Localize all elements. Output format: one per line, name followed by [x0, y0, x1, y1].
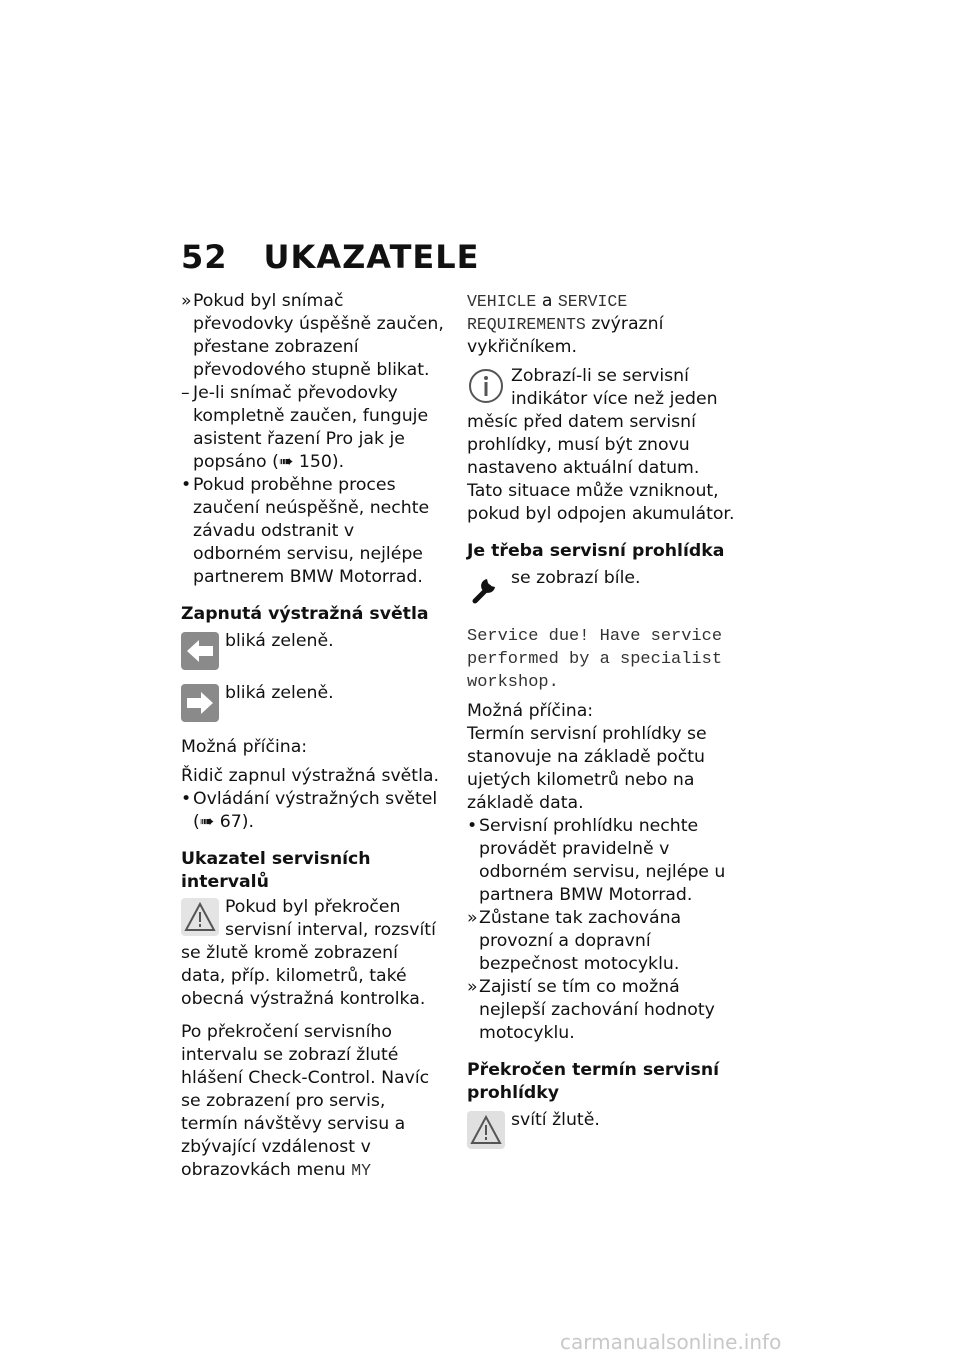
section-heading: Zapnutá výstražná světla	[181, 604, 429, 624]
section-heading: Ukazatel servisních intervalů	[181, 849, 371, 892]
info-note: Zobrazí-li se servisní indikátor více než jeden měsíc před datem servisní prohlídky, musí být znovu nastaveno aktuální datum. Tato situace může vzniknout, pokud byl odpojen akumulátor.	[467, 366, 735, 524]
left-column: » Pokud byl snímač převodovky úspěšně zaučen, přestane zobrazení převodového stupně blikat. – Je-li snímač převodovky kompletně zaučen, funguje asistent řazení Pro jak je popsáno (➠ 150). • Pokud proběhne proces zaučení neúspěšně, nechte závadu odstranit v odborném servisu, nejlépe partnerem BMW Motorrad. Zapnutá výstražná světla bliká zeleně. bliká zeleně. Možná příčina: Řidič zapnul výstražná světla. • Ovládání výstražných světel (➠ 67). Ukazatel servisních intervalů Pokud byl překročen servisní interval, rozsvítí se žlutě kromě zobrazení data, příp. kilometrů, také obecná výstražná kontrolka. Po překročení servisního intervalu se zobrazí žluté hlášení Check-Control. Navíc se zobrazení pro servis, termín návštěvy servisu a zbývající vzdálenost v obrazovkách menu MY	[181, 290, 447, 1182]
list-item: • Ovládání výstražných světel (➠ 67).	[181, 789, 438, 832]
paragraph: Pokud byl překročen servisní interval, rozsvítí se žlutě kromě zobrazení data, příp. kilometrů, také obecná výstražná kontrolka.	[181, 897, 436, 1009]
page-number: 52	[181, 238, 228, 276]
section-heading: Je třeba servisní prohlídka	[467, 541, 725, 561]
arrow-left-icon	[181, 632, 219, 670]
list-item: • Servisní prohlídku nechte provádět pravidelně v odborném servisu, nejlépe u partnera BMW Motorrad.	[467, 816, 726, 905]
display-message: Service due! Have service performed by a specialist workshop.	[467, 627, 723, 692]
list-item: » Pokud byl snímač převodovky úspěšně zaučen, přestane zobrazení převodového stupně blikat.	[181, 291, 444, 380]
warning-triangle-icon	[181, 898, 219, 936]
indicator-row: bliká zeleně.	[181, 682, 447, 726]
list-item: » Zůstane tak zachována provozní a dopravní bezpečnost motocyklu.	[467, 908, 682, 974]
arrow-right-icon	[181, 684, 219, 722]
indicator-row: se zobrazí bíle.	[467, 567, 739, 611]
watermark: carmanualsonline.info	[560, 1330, 782, 1354]
paragraph: VEHICLE a SERVICE REQUIREMENTS zvýrazní vykřičníkem.	[467, 291, 664, 357]
section-heading: Překročen termín servisní prohlídky	[467, 1060, 720, 1103]
indicator-row: bliká zeleně.	[181, 630, 447, 674]
page-title: UKAZATELE	[263, 238, 480, 276]
info-icon	[467, 367, 505, 405]
paragraph: Po překročení servisního intervalu se zobrazí žluté hlášení Check-Control. Navíc se zobrazení pro servis, termín návštěvy servisu a zbývající vzdálenost v obrazovkách menu MY	[181, 1022, 430, 1180]
list-item: • Pokud proběhne proces zaučení neúspěšně, nechte závadu odstranit v odborném servisu, nejlépe partnerem BMW Motorrad.	[181, 475, 430, 587]
warning-triangle-icon	[467, 1111, 505, 1149]
list-item: – Je-li snímač převodovky kompletně zaučen, funguje asistent řazení Pro jak je popsáno (➠ 150).	[181, 383, 429, 472]
list-item: » Zajistí se tím co možná nejlepší zachování hodnoty motocyklu.	[467, 977, 715, 1043]
wrench-icon	[467, 569, 505, 607]
right-column: VEHICLE a SERVICE REQUIREMENTS zvýrazní vykřičníkem. Zobrazí-li se servisní indikátor více než jeden měsíc před datem servisní prohlídky, musí být znovu nastaveno aktuální datum. Tato situace může vzniknout, pokud byl odpojen akumulátor. Je třeba servisní prohlídka se zobrazí bíle. Service due! Have service performed by a specialist workshop. Možná příčina: Termín servisní prohlídky se stanovuje na základě počtu ujetých kilometrů nebo na základě data. • Servisní prohlídku nechte provádět pravidelně v odborném servisu, nejlépe u partnera BMW Motorrad. » Zůstane tak zachována provozní a dopravní bezpečnost motocyklu. » Zajistí se tím co možná nejlepší zachování hodnoty motocyklu. Překročen termín servisní prohlídky svítí žlutě.	[467, 290, 739, 1153]
indicator-row: svítí žlutě.	[467, 1109, 739, 1153]
page-header	[181, 238, 480, 276]
